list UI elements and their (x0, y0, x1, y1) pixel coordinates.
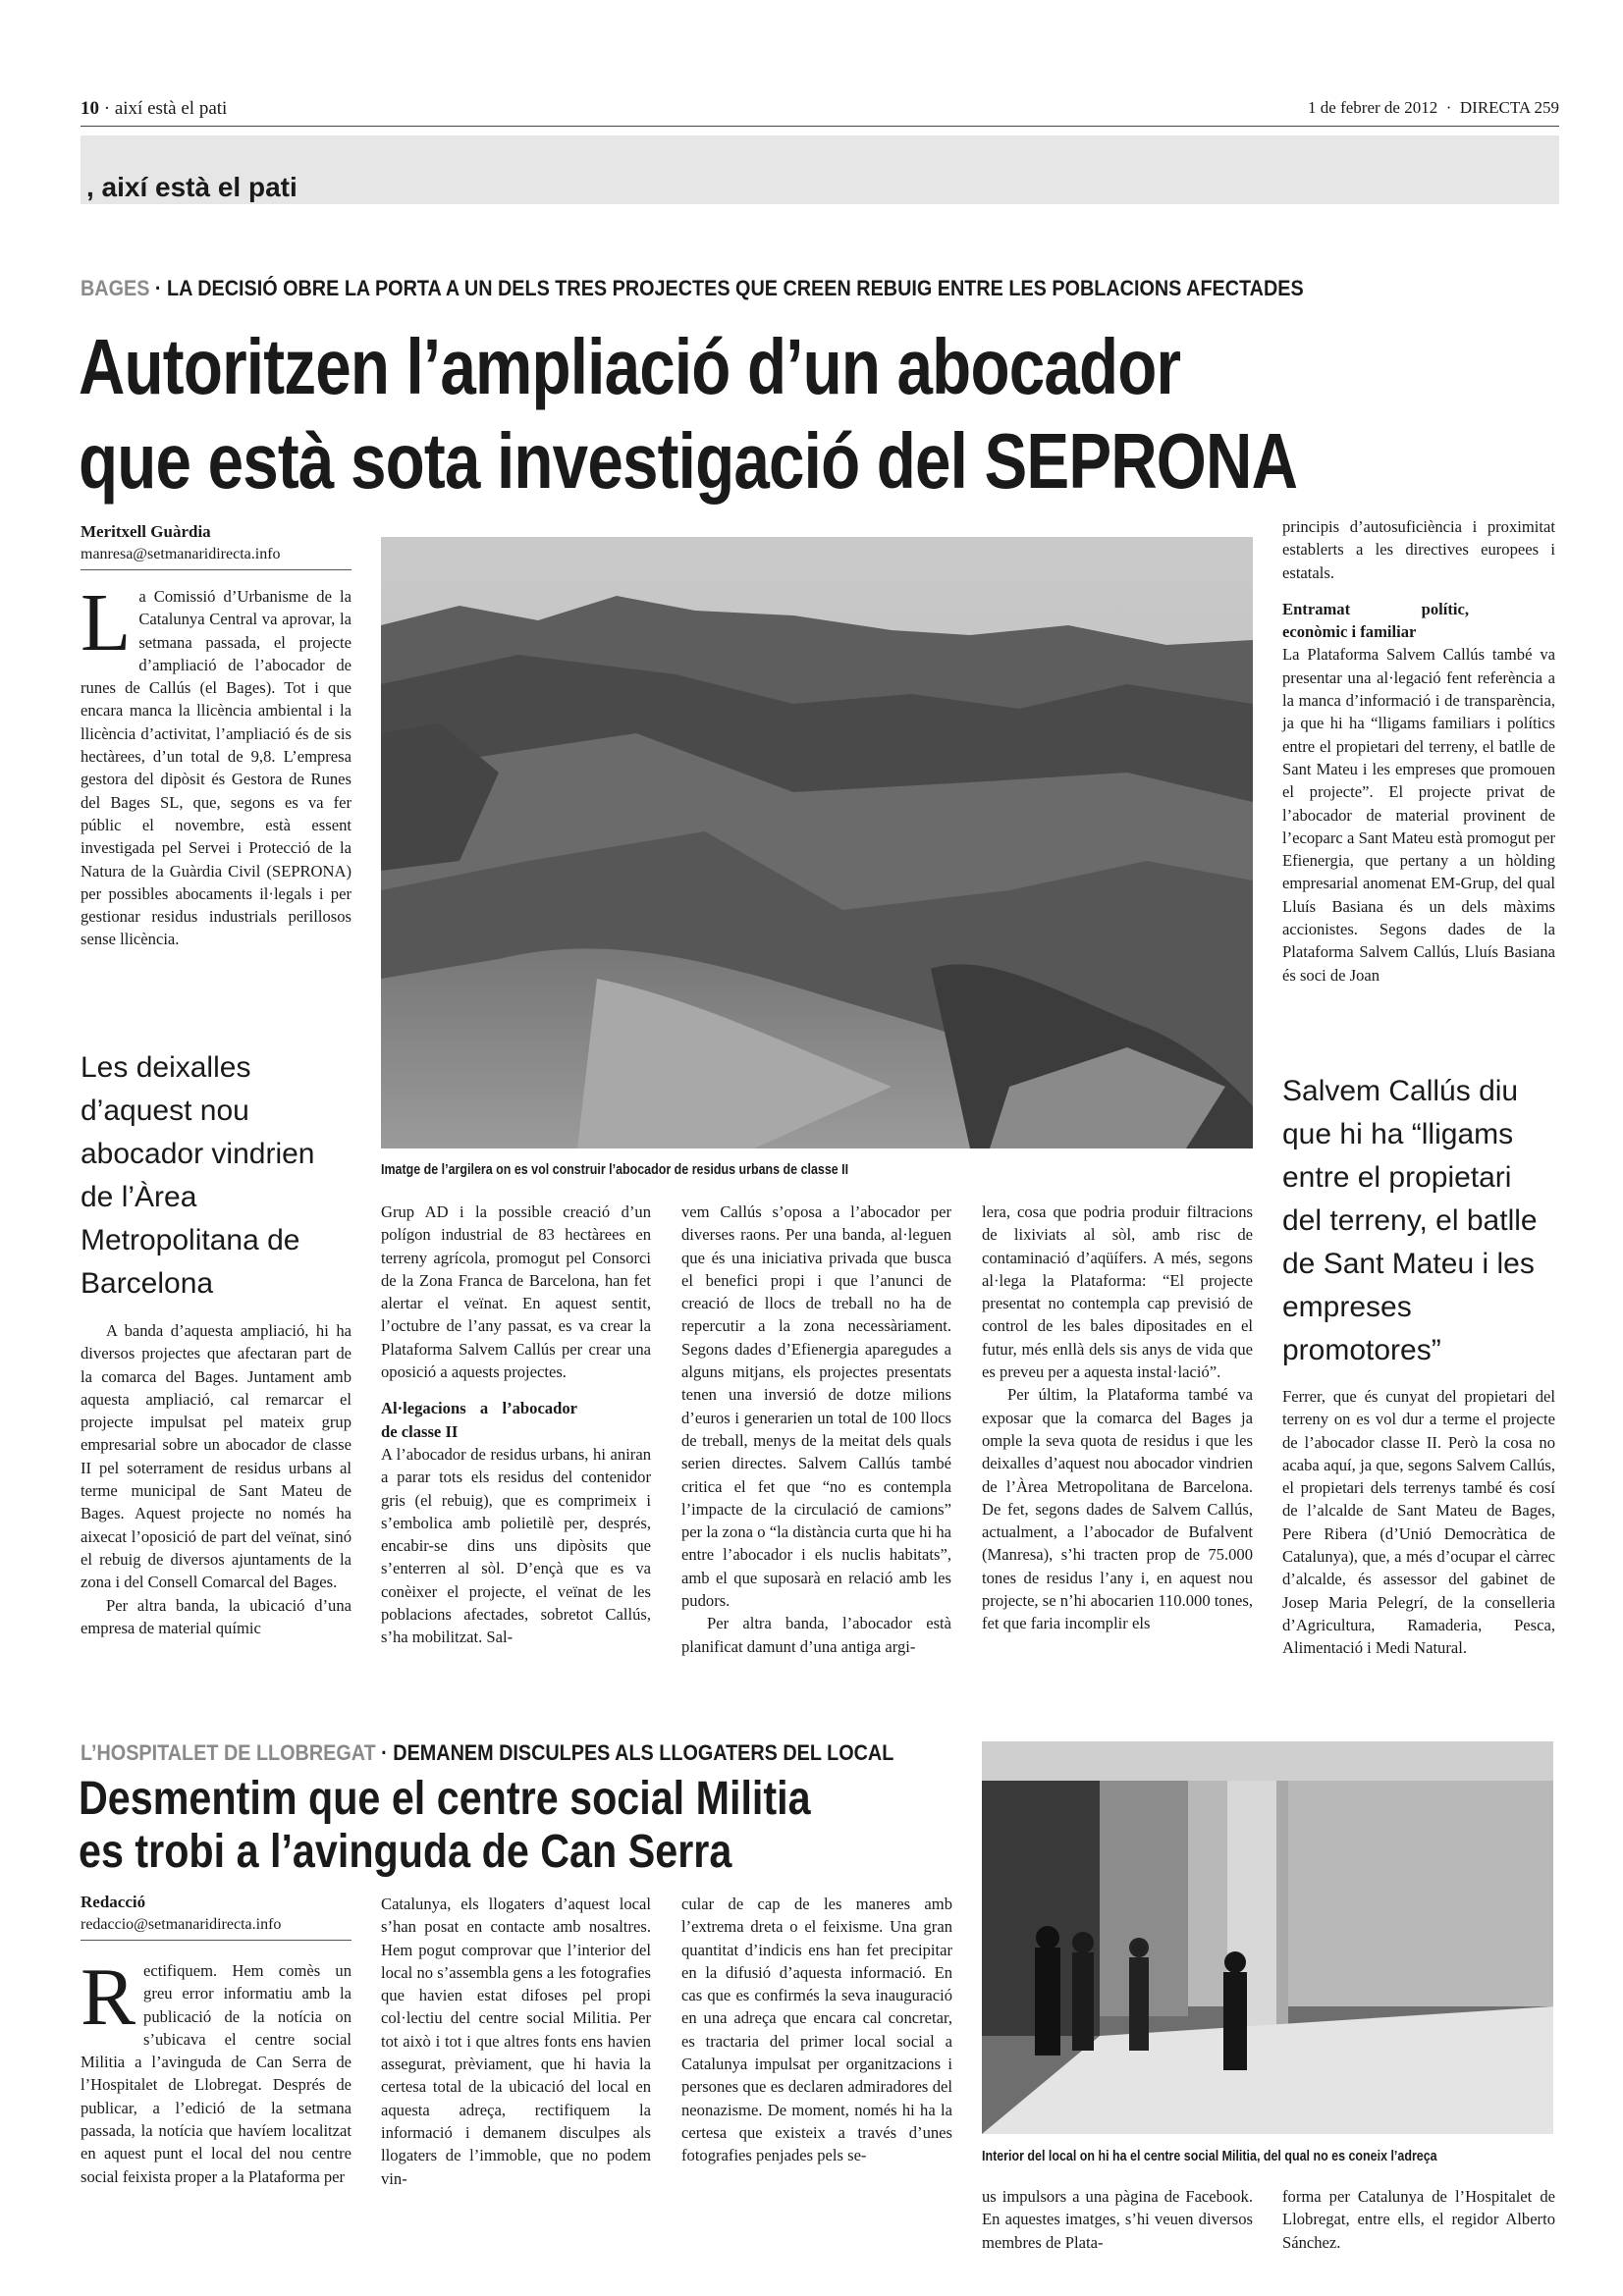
author-email[interactable]: redaccio@setmanaridirecta.info (81, 1916, 282, 1933)
article2-col5 (1282, 2185, 1555, 2254)
article2-col4 (982, 2185, 1253, 2254)
paragraph: vem Callús s’oposa a l’abocador per diverses raons. Per una banda, al·leguen que és una iniciativa privada que busca el benefici propi i que l’anunci de creació de llocs de treball no ha de repercutir a la zona necessàriament. Segons dades d’Efienergia aparegudes a alguns mitjans, els projectes presentats tenen una inversió de dotze milions d’euros i generarien un total de 100 llocs de treball, menys de la meitat dels quals serien directes. Salvem Callús també critica el fet que “no es contempla l’impacte de la circulació de camions” per la zona o “la distància curta que hi ha entre l’abocador i els nuclis habitats”, amb el que suposarà en relació amb les pudors. (681, 1202, 951, 1611)
issue-date: 1 de febrer de 2012 (1308, 98, 1438, 117)
drop-cap: R (81, 1951, 136, 2043)
article2-col1 (81, 1951, 352, 2188)
subheading: Al·legacions a l’abocador de classe II (381, 1399, 577, 1441)
headline-line-1: Desmentim que el centre social Militia (79, 1773, 811, 1825)
paragraph: La Plataforma Salvem Callús també va presentar una al·legació fent referència a la manca d’informació i de transparència, ja que hi ha “lligams familiars i polítics entre el propietari del terreny, el batlle de Sant Mateu i les empreses que promouen el projecte”. El projecte privat de l’abocador de material provinent de l’ecoparc a Sant Mateu està promogut per Efienergia, que pertany a un hòlding empresarial anomenat EM-Grup, del qual Lluís Basiana és un dels màxims accionistes. Segons dades de la Plataforma Salvem Callús, Lluís Basiana és soci de Joan (1282, 645, 1555, 985)
landfill-photo (381, 537, 1253, 1148)
paragraph: A l’abocador de residus urbans, hi aniran a parar tots els residus del contenidor gris (el rebuig), que es comprimeix i s’embolica amb polietilè per, després, encabir-se dins uns dipòsits que s’enterren al sòl. D’ençà que es va conèixer el projecte, el veïnat de les poblacions afectades, sobretot Callús, s’ha mobilitzat. Sal- (381, 1444, 651, 1647)
byline-rule (81, 569, 352, 570)
article2-col3 (681, 1893, 952, 2167)
article2-headline (79, 1773, 811, 1879)
byline-rule (81, 1940, 352, 1941)
header-rule (81, 126, 1559, 127)
paragraph: cular de cap de les maneres amb l’extrema dreta o el feixisme. Una gran quantitat d’indicis ens han fet precipitar en la difusió d’aquesta informació. En cas que es confirmés la seva inauguració en una adreça que encara cal concretar, es tractaria del primer local social a Catalunya impulsat per organitzacions i persones que es declaren admiradores del neonazisme. De moment, només hi ha la certesa que existeix a través d’unes fotografies penjades pels se- (681, 1895, 952, 2165)
article1-lead (81, 577, 352, 951)
header-section: així està el pati (114, 98, 228, 119)
author-email[interactable]: manresa@setmanaridirecta.info (81, 546, 281, 562)
article1-headline (79, 320, 1297, 508)
header-date-block: 1 de febrer de 2012 · DIRECTA 259 (1308, 98, 1559, 117)
page-number: 10 (81, 98, 99, 119)
page-header: 10 · així està el pati 1 de febrer de 2012 · DIRECTA 259 (81, 98, 1559, 119)
author-name: Meritxell Guàrdia (81, 522, 211, 541)
article1-col4 (982, 1201, 1253, 1635)
photo-caption: Interior del local on hi ha el centre social Militia, del qual no es coneix l’adreça (982, 2149, 1437, 2164)
article2-kicker: L’HOSPITALET DE LLOBREGAT · DEMANEM DISCULPES ALS LLOGATERS DEL LOCAL (81, 1740, 894, 1765)
paragraph: lera, cosa que podria produir filtracions de lixiviats al sòl, amb risc de contaminació d’aqüífers. A més, segons al·lega la Plataforma: “El projecte presentat no contempla cap previsió de control de les bales dipositades en el futur, més enllà dels sis anys de vida que es preveu per a aquesta instal·lació”. (982, 1202, 1253, 1382)
paragraph: Per últim, la Plataforma també va exposar que la comarca del Bages ja omple la seva quota de residus i que les deixalles d’aquest nou abocador vindrien de l’Àrea Metropolitana de Barcelona. De fet, segons dades de Salvem Callús, actualment, a l’abocador de Bufalvent (Manresa), s’hi tracten prop de 75.000 tones de residus l’any i, en aquest nou projecte, se n’hi abocarien 110.000 tones, fet que faria incomplir els (982, 1385, 1253, 1633)
paragraph: forma per Catalunya de l’Hospitalet de Llobregat, entre ells, el regidor Alberto Sánchez. (1282, 2187, 1555, 2252)
paragraph: Ferrer, que és cunyat del propietari del terreny on es vol dur a terme el projecte de l’abocador classe II. Però la cosa no acaba aquí, ja que, segons Salvem Callús, el propietari dels terrenys també és cosí de l’alcalde de Sant Mateu de Bages, Pere Ribera (d’Unió Democràtica de Catalunya), que, a més d’ocupar el càrrec d’alcalde, és assessor del gabinet de Josep Maria Pelegrí, de la conselleria d’Agricultura, Ramaderia, Pesca, Alimentació i Medi Natural. (1282, 1387, 1555, 1658)
article1-byline (81, 520, 352, 570)
article2-col2 (381, 1893, 651, 2190)
article1-col2 (381, 1201, 651, 1649)
paragraph: A banda d’aquesta ampliació, hi ha diversos projectes que afectaran part de la comarca del Bages. Juntament amb aquesta ampliació, cal remarcar el projecte impulsat pel mateix grup empresarial sobre un abocador de classe II pel soterrament de residus urbans al terme municipal de Sant Mateu de Bages. Aquest projecte no només ha aixecat l’oposició de part del veïnat, sinó el rebuig de diversos ajuntaments de la zona i del Consell Comarcal del Bages. (81, 1321, 352, 1592)
paragraph: Per altra banda, l’abocador està planificat damunt d’una antiga argi- (681, 1614, 951, 1656)
article1-col3 (681, 1201, 951, 1658)
paragraph: principis d’autosuficiència i proximitat establerts a les directives europees i estatals. (1282, 517, 1555, 582)
paragraph: Grup AD i la possible creació d’un polígon industrial de 83 hectàrees en terreny agrícola, promogut pel Consorci de la Zona Franca de Barcelona, han fet alertar el veïnat. En aquest sentit, l’octubre de l’any passat, es va crear la Plataforma Salvem Callús per crear una oposició a aquests projectes. (381, 1202, 651, 1382)
article1-col1-body (81, 1319, 352, 1639)
photo-caption: Imatge de l’argilera on es vol construir l’abocador de residus urbans de classe II (381, 1162, 849, 1178)
kicker-place: BAGES (81, 276, 150, 300)
section-band-title: , així està el pati (86, 172, 298, 202)
headline-line-1: Autoritzen l’ampliació d’un abocador (79, 323, 1181, 410)
kicker-text: DEMANEM DISCULPES ALS LLOGATERS DEL LOCAL (393, 1740, 894, 1765)
author-name: Redacció (81, 1893, 146, 1911)
local-interior-photo (982, 1741, 1553, 2134)
pullquote-1: Les deixalles d’aquest nou abocador vindrien de l’Àrea Metropolitana de Barcelona (81, 1051, 315, 1300)
publication-name: DIRECTA 259 (1459, 98, 1559, 117)
lead-text: ectifiquem. Hem comès un greu error informatiu amb la publicació de la notícia on s’ubicava el centre social Militia a l’avinguda de Can Serra de l’Hospitalet de Llobregat. Després de publicar, a l’edició de la setmana passada, la notícia que havíem localitzat en aquest punt el local del nou centre social feixista proper a la Plataforma per (81, 1961, 352, 2186)
kicker-text: LA DECISIÓ OBRE LA PORTA A UN DELS TRES PROJECTES QUE CREEN REBUIG ENTRE LES POBLACIONS AFECTADES (167, 276, 1304, 300)
headline-line-2: es trobi a l’avinguda de Can Serra (79, 1826, 732, 1878)
kicker-place: L’HOSPITALET DE LLOBREGAT (81, 1740, 376, 1765)
article1-col5-bottom (1282, 1385, 1555, 1660)
paragraph: Per altra banda, la ubicació d’una empresa de material químic (81, 1595, 352, 1637)
section-band (81, 135, 1559, 204)
pullquote-2: Salvem Callús diu que hi ha “lligams entre el propietari del terreny, el batlle de Sant Mateu i les empreses promotores” (1282, 1075, 1538, 1366)
article1-col5-top (1282, 515, 1555, 987)
paragraph: us impulsors a una pàgina de Facebook. En aquestes imatges, s’hi veuen diversos membres de Plata- (982, 2187, 1253, 2252)
article1-kicker: BAGES · LA DECISIÓ OBRE LA PORTA A UN DELS TRES PROJECTES QUE CREEN REBUIG ENTRE LES POBLACIONS AFECTADES (81, 276, 1304, 300)
drop-cap: L (81, 577, 132, 668)
paragraph: Catalunya, els llogaters d’aquest local s’han posat en contacte amb nosaltres. Hem pogut comprovar que l’interior del local no s’assembla gens a les fotografies que havien estat difoses pel propi col·lectiu del centre social Militia. Per tot això i tot i que altres fonts ens havien assegurat, prèviament, que hi havia la certesa total de la ubicació del local en aquesta adreça, rectifiquem la informació i demanem disculpes als llogaters de l’immoble, que no podem vin- (381, 1895, 651, 2188)
subheading: Entramat polític, econòmic i familiar (1282, 599, 1469, 642)
article2-byline (81, 1891, 352, 1941)
lead-text: a Comissió d’Urbanisme de la Catalunya Central va aprovar, la setmana passada, el projecte d’ampliació de l’abocador de runes de Callús (el Bages). Tot i que encara manca la llicència ambiental i la llicència d’activitat, l’ampliació és de sis hectàrees, d’un total de 9,8. L’empresa gestora del dipòsit és Gestora de Runes del Bages SL, que, segons es va fer públic el novembre, està essent investigada pel Servei i Protecció de la Natura de la Guàrdia Civil (SEPRONA) per possibles abocaments il·legals i per gestionar residus industrials perillosos sense llicència. (81, 587, 352, 949)
headline-line-2: que està sota investigació del SEPRONA (79, 417, 1298, 505)
